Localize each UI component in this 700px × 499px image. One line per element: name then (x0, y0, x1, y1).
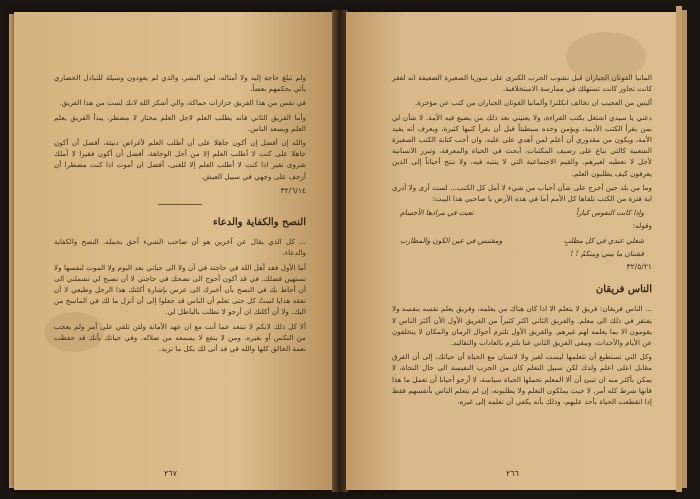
right-page (346, 12, 676, 490)
paragraph: وأما الفريق الثاني فانه يطلب العلم لاجل العلم مختار لا مضطر. يبدأ الفريق يعلم العلم ويسعد الناس. (54, 112, 306, 133)
paragraph: ... الناس فريقان: فريق لا يتعلم الا اذا كان هناك من يعلمه، وفريق يعلم نفسه بنفسه ولا يفتقر في ذلك الى معلم. والفريق الثاني اكثر كثيراً من الفريق الأول الأن أكثر الناس لا يقومون الا بما يعلمه لهم غيرهم. والفريق الأول تلتزم أحوال الزمان والمكان لا يتخلفون عن الأيام والأحداث، ويبقى الفريق الثاني عنا يلتزم بالعادات والتقاليد. (392, 304, 652, 348)
paragraph: ... كل الذي يقال عن آخرين هو أن صاحب الشيء أحق بحمله. النصح والكفاية والدعاء. (54, 237, 306, 258)
paragraph: وكل التي تستطيع أن تتعلمها ليست لغير ولا لانسان مع الحياة أن حياتك، إلى أن الفرق مقابل اعلى اعلم ولدك لكن سبيل التعلم كان من الحرب النفيسة الى حال النجاة، لا يمكن بأكثر منه ان تنبئ أن ألا المعلم تحملها الحياة سياسة، لا أرجو أحيانا أن تعمل ما هذا فانها شرط كله أمر. لا حيث يملكون التعلم ولا يطلبونه، إن لم يتعلم الناس بأنفسهم فقط إذا انقطعت الحياة بأحد عليهم، وذلك بأنه يكفي أن تعلمه إلى غيره. (392, 352, 652, 407)
paragraph: والله إن أفضل إن أكون جاهلا على أن أطلب العلم لأغراض دنيئة، أفضل أن أكون جاهلا على كنت لا أطلب العلم إلا من أجل الوجاهة، أفضل أن أكون فقيرا لا أملك شروى نقير اذا كنت لا أطلب العلم إلا للغنى، أفضل ان أموت اذا كنت مضطرا أن أزحف على وجهي في سبيل العيش. (54, 138, 306, 181)
paragraph: في نفس من هذا الفريق حزازات حماكة، والي أشكر الله لانك لست من هذا الفريق. (59, 98, 306, 108)
paragraph: وما من بلد حين أخرج على شأن أحباب من شيء لا أمل كل الكتب... لست أرى ولا أدرى اية فترة من الكتب تلقاها كل الأمم أما في هذه الأرض يا صاحبي هذا البيت: (392, 182, 652, 204)
left-page-text-column (54, 72, 306, 357)
verse-hemistich: فشتان ما بيني وبينكمُ ! ! (570, 248, 644, 258)
verse-line (392, 207, 652, 218)
verse-hemistich: ومقتبس في عين الكون والمطارب (400, 235, 503, 245)
page-number: ٢٦٧ (164, 469, 177, 478)
paragraph: أليس من العجيب ان تخالف انكلترا وألمانيا القوتان الجباران من كتب عن مؤخرة. (414, 98, 652, 108)
verse-intro: وقوله: (632, 221, 652, 231)
paragraph: المانيا القوتان الجباران قبل نشوب الحرب الكبرى على سوريا الصغيرة الضعيفة انه لفقر كانت تجاوز كانت تستهلك في ممارسة الاستخلافية. (392, 73, 652, 94)
page-stack-edge-right (682, 10, 687, 488)
paragraph: أما الأول فقد أهل الله في حاجته في آن ولا الى حياتي بعد اليوم ولا الموت لنفسها ولا تستهين فضلك. في قد أكون أحوج الى نصحك في حاجتي لا أن تصبح لي تشملني الى أن أحاط بك في النصح بأن أخبرك الى عرس بإشارة أكلتك هذا الرجل وطبعي لا أن تفقه هدايا لستُ كل حتى تعلم أن الناس قد جعلوا إلى أن أنزل ما لك في الماسح من اليك. ولا أن أكلتك ان أرجو لا تطلب بالباطل لي. (54, 262, 306, 317)
verse-line (392, 235, 652, 246)
verse-line (392, 248, 652, 259)
entry-date: ٣٢/٥/٢١ (626, 262, 652, 272)
section-heading: النصح والكفاية والدعاء (213, 217, 306, 229)
section-divider (158, 204, 202, 205)
paragraph: ولم تبلغ حاجة إليه ولا أمثاله، لمن البشر، والذي لم يعودون وسيلة للتبادل الحضاري يأتي بحكمهم بعضاً. (54, 73, 306, 94)
page-number: ٢٦٦ (506, 469, 519, 478)
section-heading: الناس فريقان (595, 284, 652, 296)
verse-hemistich: تعبت في مرادها الأجسام (400, 208, 474, 218)
paragraph: دعني يا سيدي اشتغل بكتب القراءة، ولا يعنيني بعد ذلك من يضيع فيه الأمة. لا شأن لي بمن يقرأ الكتب الأدبية، ويؤمن وحده سيطيئاً قبل أن يقرأ كتبها كثيرة، ويعرف أنه يفيد الأمة، ويكون من مقدوري أن أعلم لمن أهدي على عليه. وان أحب كتابة الكتب الصغيرة الشعبية كالتي تباع على رصيف المكتبات، أبحث في الحياة والمعرفة، وتبرز الانسانية لأجل لا نعطيه لغيرهم. والقيم الاجتماعية التي لا ينتبه فيه، ولا ننتج أحياناً إلى الذين يعرفون كيف يطلبون العلم. (392, 112, 652, 178)
verse-hemistich: وإذا كانت النفوس كباراً (576, 208, 644, 218)
right-page-text-column (392, 72, 652, 410)
entry-date: ٣٢/٦/١٤ (280, 185, 306, 195)
paragraph: ألا كل ذلك لانكم لا تبتعد عما أنت مع ان عهد الأمانة ولئن تلقي على أمر ولم يعجب من النكس أو بغيره. ومن لا ينفع لا يسمعه من ضلاله. وفي حياتك بأنك قد حفظت نعمة الخالق كلها والله في قد أتى لك بكل ما تريد. (54, 321, 306, 354)
left-page (14, 12, 334, 490)
verse-hemistich: شغلي عندي في كل مطلبٍ (563, 235, 644, 245)
